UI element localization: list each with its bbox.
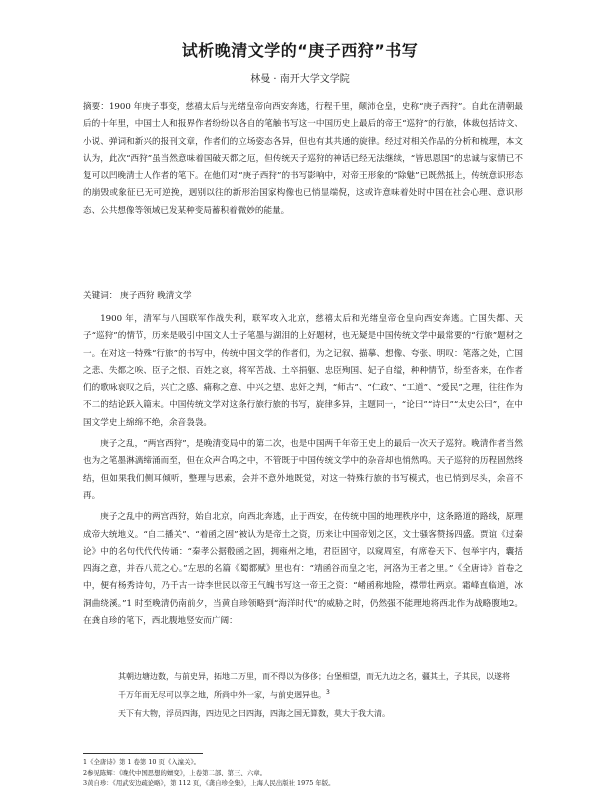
author-line: 林曼 · 南开大学文学院 (250, 74, 350, 85)
body-paragraph-2: 庚子之乱，“两宫西狩”，是晚清变局中的第二次，也是中国两千年帝王史上的最后一次天子巡狩。晚清作者当然也为之笔墨淋漓缔涌而至，但在众声合鸣之中，不管既于中国传统文学中的杂音却也悄然鸣。天子巡狩的历程固然终结，但如果我们侧耳倾听，整理与思索，会并不意外地既觉，对这一特殊行旅的书写模式，也已悄到尽头，余音不再。 (83, 439, 523, 501)
block-quote (118, 669, 510, 723)
quote-paragraph-2: 天下有大物，浮员四海，四边见之曰四海，四海之国无算数，莫大于我大清。 (118, 709, 390, 719)
quote-text-1: 其朝边塘边数，与前史异，拓地二万里，而不得以为侈侈；台堡相望，而无九边之名，疆其土，子其民，以遂将千万年而无尽可以享之地，所尚中外一家，与前史迥异也。 (118, 672, 510, 701)
footnote-3: 3黄自珍：《用武安边疏论略》，第 112 页，《龚自珍全集》，上海人民出版社 1975 年版。 (83, 779, 335, 787)
abstract-paragraph: 摘要：1900 年庚子事变，慈禧太后与光绪皇帝向西安奔逃，行程千里，颠沛仓皇，史称“庚子西狩”。自此在清朝最后的十年里，中国士人和报界作者纷纷以各自的笔触书写这一中国历史上最后的帝王“巡狩”的行旅，体裁包括诗文、小说、弹词和新兴的报刊文章，作者们的立场姿态各异，但也有其共通的旋律。经过对相关作品的分析和梳理，本文认为，此次“西狩”虽当然意味着国破天都之厄，但传统天子巡狩的神话已经无法继续，“皆思恩国”的忠诚与家情已不复可以凹晚清士人作者的笔下。在他们对“庚子西狩”的书写影响中，对帝王形象的“除魅”已既然抵上，传统意识形态的崩毁或象征已无可逆挽，迥别以往的新形治国家构像也已悄显端倪，这或许意味着处时中国在社会心理、意识形态、公共想像等领域已发某种变局蓄积着微妙的能量。 (83, 102, 523, 216)
footnote-divider (83, 753, 203, 754)
footnote-2: 2参见陈辉：《晚代中国思想的嬗变》，上卷第二部、第三、六章。 (83, 768, 266, 777)
body-text (83, 311, 523, 634)
body-paragraph-3: 庚子之乱中的两宫西狩，始自北京，向西北奔逃，止于西安，在传统中国的地理秩序中，这条路道的路线，原理成帝大统地义。“自二播关”、“着函之固”被认为是帝土之资，历来让中国帝划之区，文士骚客赞扬四盛。贾谊《过秦论》中的名句代代代传诵：“秦孝公据殽函之固，拥雍州之地，君臣固守，以窥周室，有席卷天下、包举宇内，囊括四海之意，并吞八荒之心。”左思的名篇《蜀都赋》里也有：“靖函谷而皇之宅，河洛为王者之里。”《全唐诗》首卷之中，便有杨秀诗句，乃千古一诗李世民以帝王气魄书写这一帝王之资：“崤函称地险，襟带壮两京。霜峰直临道，冰洞曲绕溪。”1 时至晚清仍南前夕，当黄自珍领略到“海洋时代”的威胁之时，仍然强不能理地将西北作为战略腹地2。在龚自珍的笔下，西北腹地竖安而广阔： (83, 512, 523, 627)
quote-paragraph-1 (118, 669, 510, 704)
footnote-1: 1《全唐诗》第 1 卷第 10 页《入潼关》。 (83, 758, 201, 766)
paper-title: 试析晚清文学的“庚子西狩”书写 (181, 41, 419, 60)
keywords-line: 关键词： 庚子西狩 晚清文学 (83, 291, 192, 301)
body-paragraph-1: 1900 年，清军与八国联军作战失利，联军攻入北京，慈禧太后和光绪皇帝仓皇向西安奔逃。亡国失都、天子“巡狩”的情节，历来是吸引中国文人士子笔墨与湖泪的上好题材，也无疑是中国传统文学中最常要的“行旅”题材之一。在对这一特殊“行旅”的书写中，传统中国文学的作者们，为之记叙、描摹、想像、夸张、明叹：笔落之处，亡国之悲、失都之唉、臣子之恨、百姓之哀，将军苦战、土卒捐躯、忠臣殉国、妃子自缢，种种情节，纷至沓来，在作者们的歌咏哀叹之后，兴亡之感、痛称之意、中兴之望、忠奸之判，“师古”、“仁政”、“工道”、“爱民”之理，往往作为不二的结论跃入篇末。中国传统文学对这条行旅行旅的书写，旋律多异，主题同一，“论曰”“诗曰”“太史公曰”，在中国文学史上绵绵不绝，余音袅袅。 (83, 314, 523, 428)
footnotes (83, 757, 523, 789)
footnote-ref-3: 3 (326, 689, 330, 697)
